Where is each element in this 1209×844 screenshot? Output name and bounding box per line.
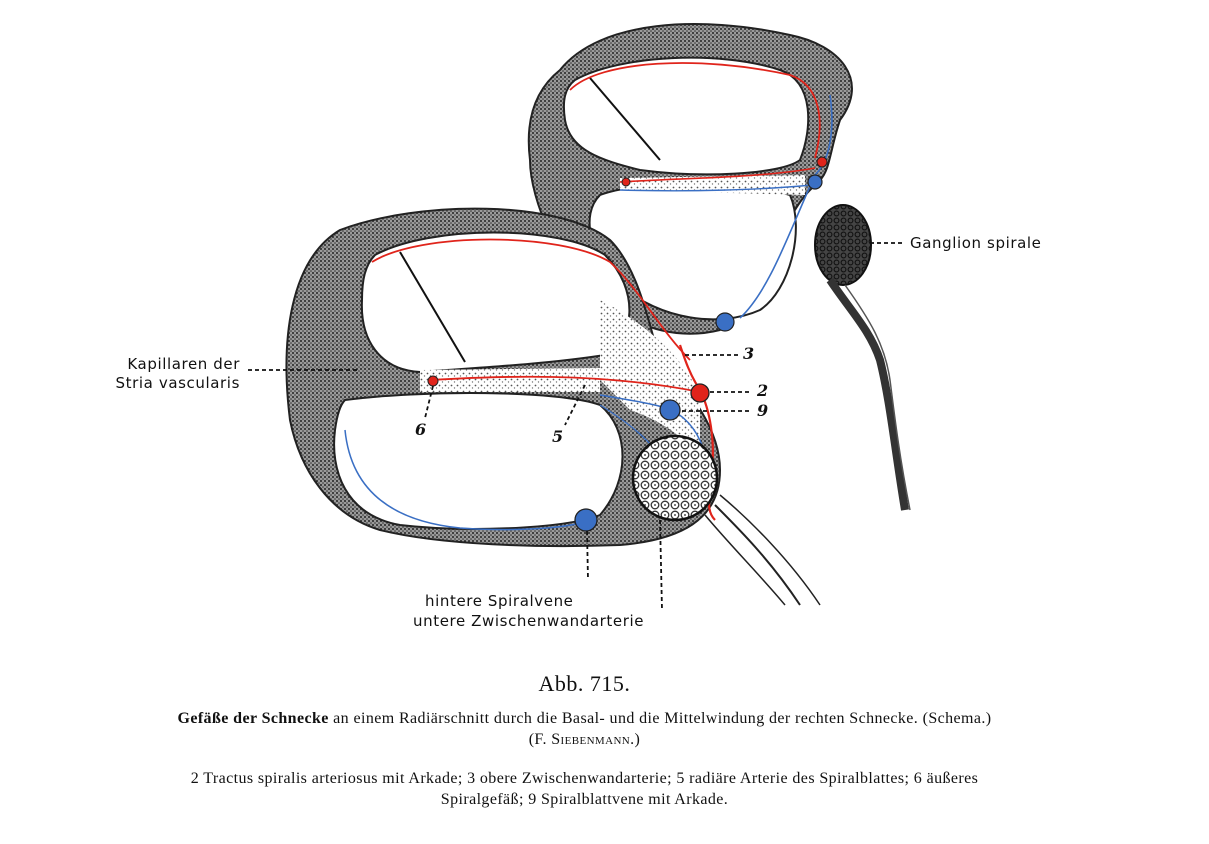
caption-title-bold: Gefäße der Schnecke (177, 710, 329, 727)
label-hintere-spiralvene: hintere Spiralvene (425, 592, 574, 610)
label-kapillaren-line1: Kapillaren der (127, 355, 240, 373)
label-number-9: 9 (757, 401, 769, 420)
caption-legend-line2: Spiralgefäß; 9 Spiralblattvene mit Arkade. (440, 791, 729, 808)
basal-scala-tympani (334, 393, 622, 529)
label-number-2: 2 (757, 381, 769, 400)
label-number-6: 6 (415, 420, 427, 439)
label-kapillaren (112, 355, 240, 393)
figure-number: Abb. 715. (538, 671, 631, 696)
caption-title-rest: an einem Radiärschnitt durch die Basal- und die Mittelwindung der rechten Schnecke. (Schema.) (328, 710, 992, 727)
upper-scala-vestibuli (564, 58, 808, 175)
caption-title-line (0, 710, 1169, 728)
label-ganglion-spirale: Ganglion spirale (910, 234, 1042, 252)
label-untere-zwischenwandarterie: untere Zwischenwandarterie (413, 612, 645, 630)
caption-legend-line1: 2 Tractus spiralis arteriosus mit Arkade; 3 obere Zwischenwandarterie; 5 radiäre Arterie des Spiralblattes; 6 äußeres (190, 770, 979, 787)
label-number-5: 5 (552, 427, 564, 446)
lower-nerve-bundle (633, 436, 717, 520)
caption-author: (F. Siebenmann.) (528, 731, 641, 748)
label-kapillaren-line2: Stria vascularis (115, 374, 240, 392)
ganglion-spirale-shape (815, 205, 871, 285)
label-number-3: 3 (743, 344, 755, 363)
